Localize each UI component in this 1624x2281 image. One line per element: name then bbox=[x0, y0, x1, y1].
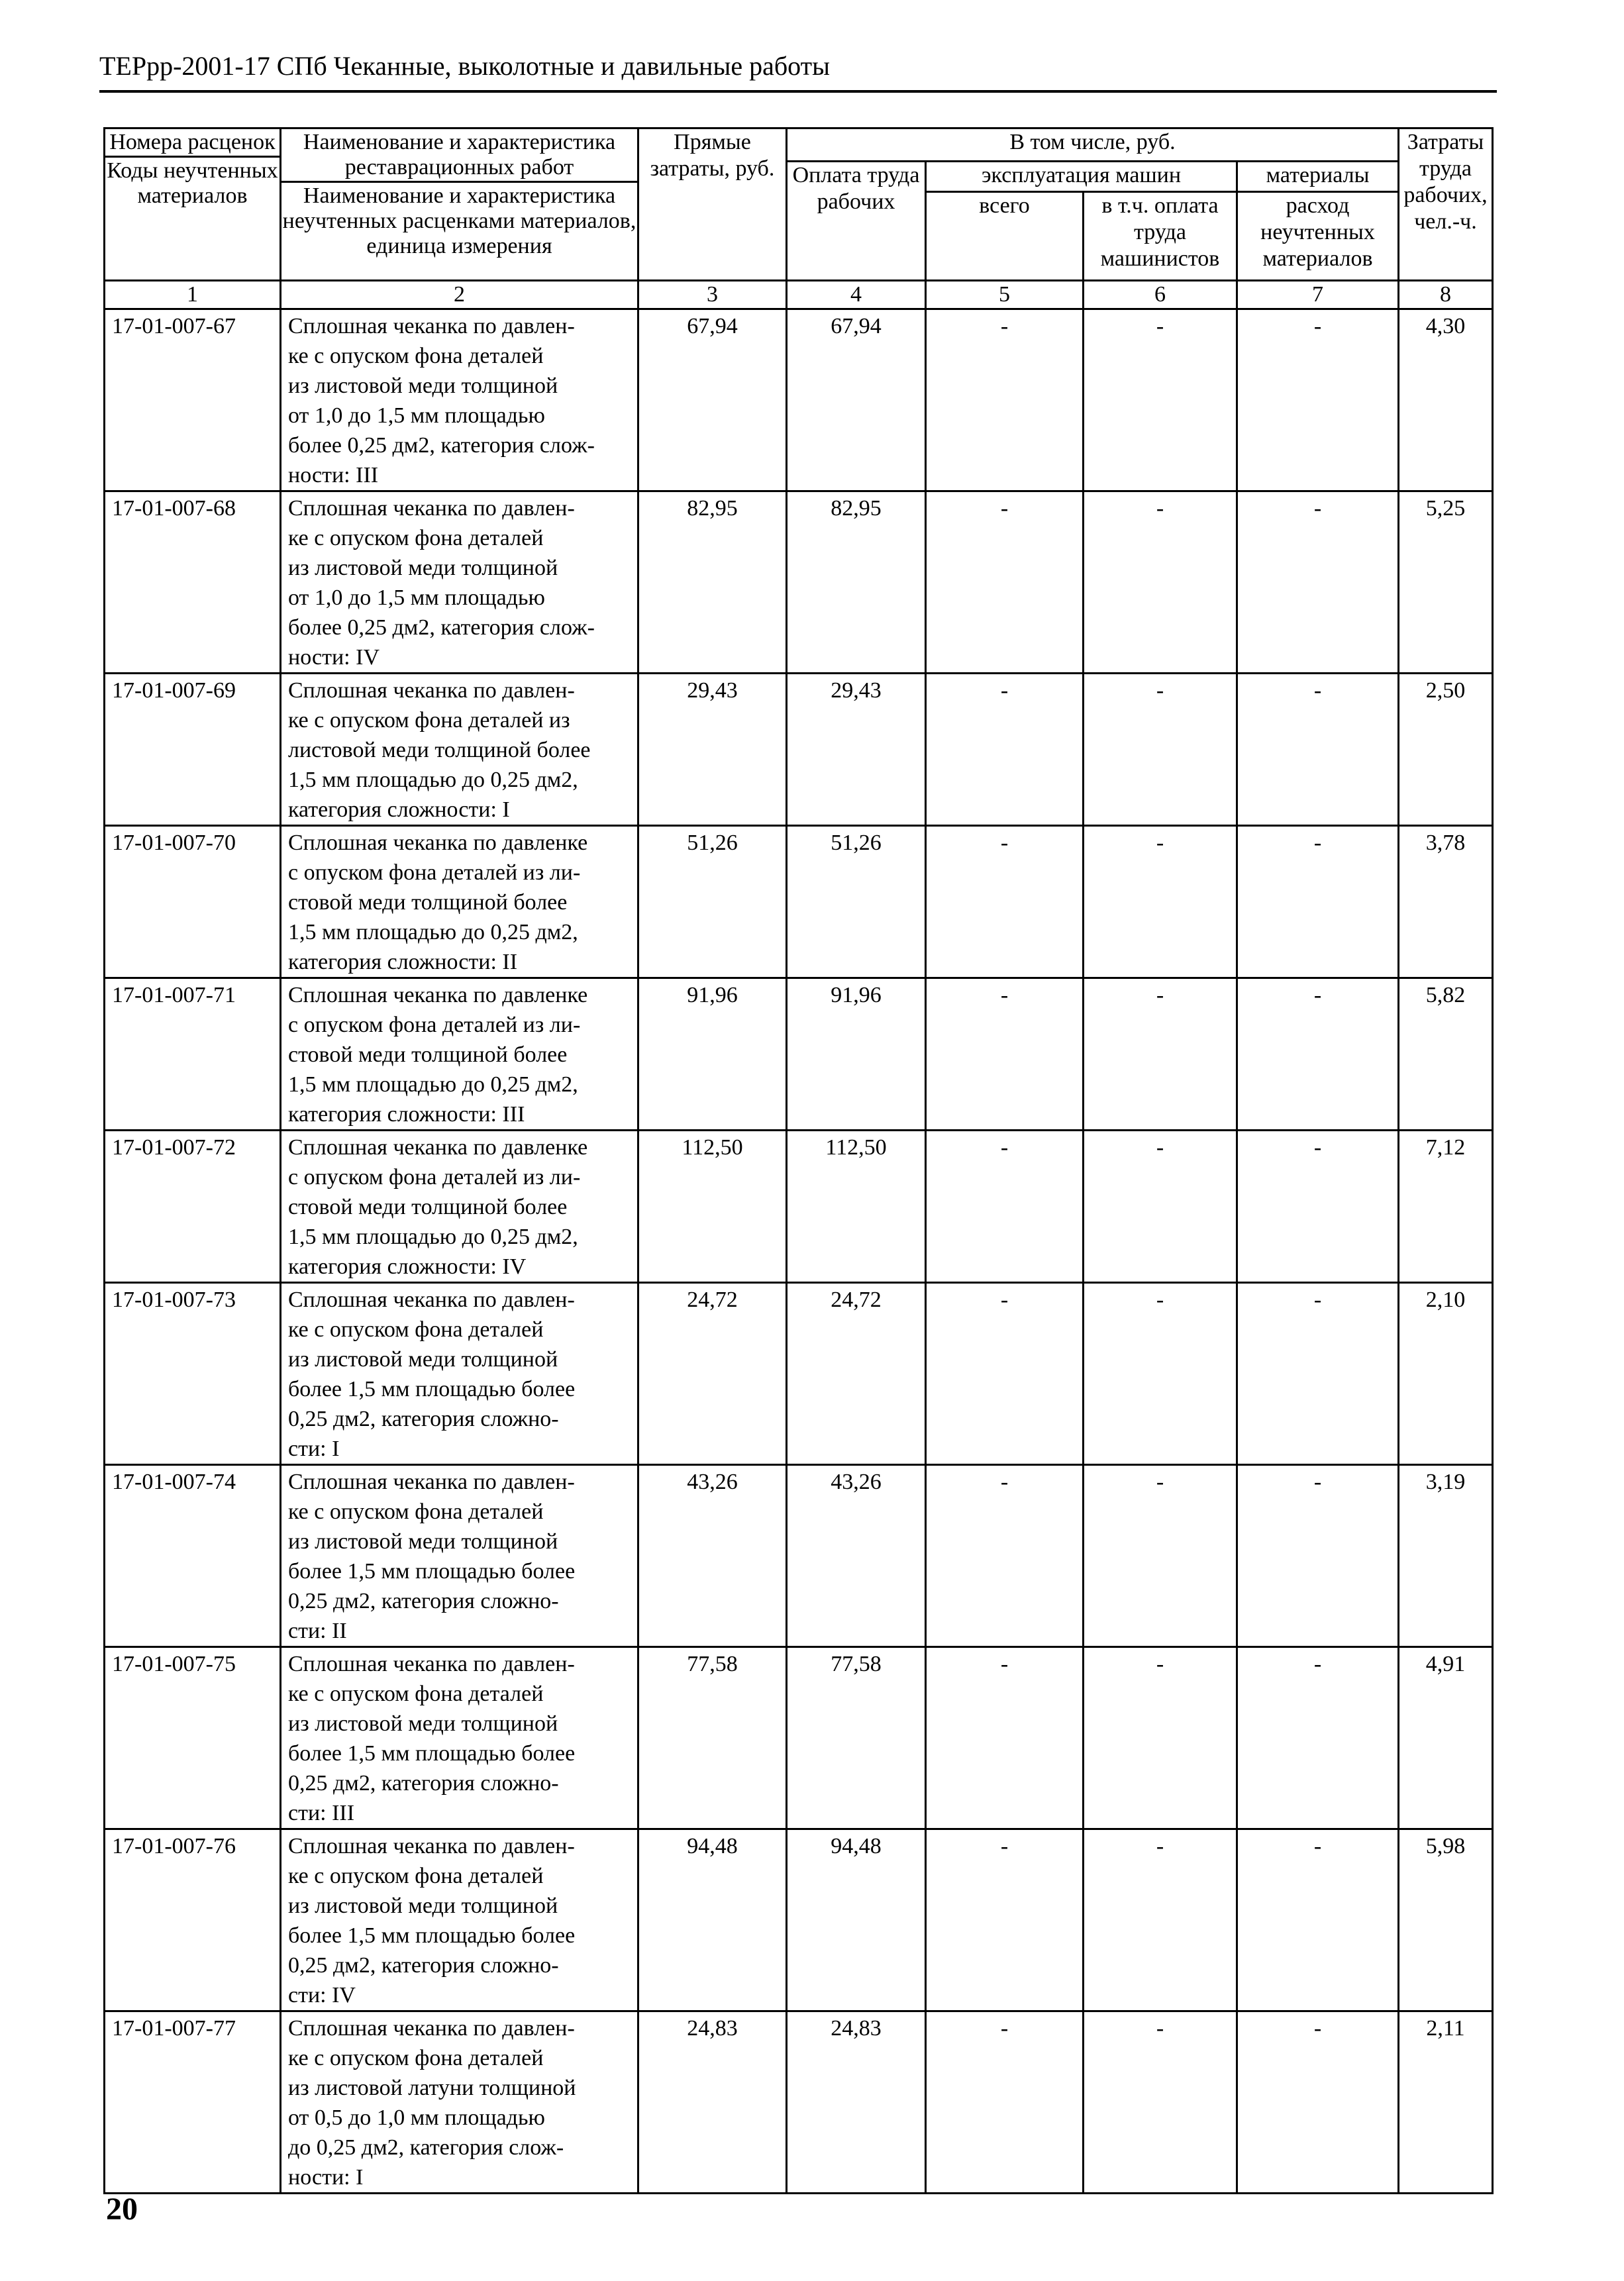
description-line: Сплошная чеканка по давлен- bbox=[288, 1288, 575, 1312]
rate-code: 17-01-007-68 bbox=[105, 491, 281, 674]
header-cell-rate-codes bbox=[105, 128, 281, 281]
worker-pay-value: 29,43 bbox=[787, 674, 926, 826]
header-direct-costs: Прямые затраты, руб. bbox=[638, 128, 787, 281]
operator-pay-value: - bbox=[1084, 674, 1237, 826]
table-row bbox=[105, 1829, 1493, 2011]
operator-pay-value: - bbox=[1084, 1829, 1237, 2011]
machines-total-value: - bbox=[926, 1647, 1084, 1829]
work-description bbox=[281, 1283, 638, 1465]
header-rate-numbers: Номера расценок bbox=[105, 129, 279, 158]
description-line: 1,5 мм площадью до 0,25 дм2, bbox=[288, 920, 578, 944]
description-line: Сплошная чеканка по давленке bbox=[288, 1135, 588, 1160]
labor-hours-value: 4,30 bbox=[1399, 309, 1493, 491]
description-line: сти: I bbox=[288, 1437, 340, 1461]
material-consumption-value: - bbox=[1237, 2011, 1399, 2194]
worker-pay-value: 94,48 bbox=[787, 1829, 926, 2011]
material-consumption-value: - bbox=[1237, 309, 1399, 491]
description-line: ности: III bbox=[288, 463, 379, 487]
rate-code: 17-01-007-74 bbox=[105, 1465, 281, 1647]
rates-table-body bbox=[105, 309, 1493, 2194]
worker-pay-value: 67,94 bbox=[787, 309, 926, 491]
header-worker-pay: Оплата труда рабочих bbox=[787, 162, 926, 281]
direct-costs-value: 94,48 bbox=[638, 1829, 787, 2011]
description-line: ности: IV bbox=[288, 645, 380, 670]
description-line: более 1,5 мм площадью более bbox=[288, 1377, 576, 1401]
work-description bbox=[281, 1647, 638, 1829]
description-line: категория сложности: I bbox=[288, 797, 510, 822]
work-description bbox=[281, 1465, 638, 1647]
machines-total-value: - bbox=[926, 826, 1084, 978]
description-line: Сплошная чеканка по давлен- bbox=[288, 1834, 575, 1858]
operator-pay-value: - bbox=[1084, 1283, 1237, 1465]
description-line: более 0,25 дм2, категория слож- bbox=[288, 433, 595, 458]
description-line: более 0,25 дм2, категория слож- bbox=[288, 615, 595, 640]
direct-costs-value: 24,72 bbox=[638, 1283, 787, 1465]
page-number: 20 bbox=[106, 2192, 138, 2227]
labor-hours-value: 2,50 bbox=[1399, 674, 1493, 826]
rate-code: 17-01-007-77 bbox=[105, 2011, 281, 2194]
table-row bbox=[105, 1131, 1493, 1283]
labor-hours-value: 3,19 bbox=[1399, 1465, 1493, 1647]
description-line: из листовой меди толщиной bbox=[288, 374, 558, 398]
description-line: ке с опуском фона деталей bbox=[288, 1317, 544, 1342]
description-line: из листовой меди толщиной bbox=[288, 556, 558, 580]
operator-pay-value: - bbox=[1084, 2011, 1237, 2194]
material-consumption-value: - bbox=[1237, 1647, 1399, 1829]
description-line: стовой меди толщиной более bbox=[288, 1042, 568, 1067]
labor-hours-value: 2,11 bbox=[1399, 2011, 1493, 2194]
header-labor-hours: Затраты труда рабочих, чел.-ч. bbox=[1399, 128, 1493, 281]
work-description bbox=[281, 978, 638, 1131]
description-line: категория сложности: III bbox=[288, 1102, 525, 1127]
labor-hours-value: 7,12 bbox=[1399, 1131, 1493, 1283]
operator-pay-value: - bbox=[1084, 1131, 1237, 1283]
labor-hours-value: 5,25 bbox=[1399, 491, 1493, 674]
description-line: сти: IV bbox=[288, 1983, 356, 2007]
column-number-row bbox=[105, 281, 1493, 309]
header-materials: материалы bbox=[1237, 162, 1399, 192]
description-line: ке с опуском фона деталей bbox=[288, 2046, 544, 2070]
header-work-description: Наименование и характеристика реставрационных работ bbox=[281, 129, 637, 183]
header-material-consumption: расход неучтенных материалов bbox=[1237, 192, 1399, 281]
table-row bbox=[105, 309, 1493, 491]
direct-costs-value: 82,95 bbox=[638, 491, 787, 674]
machines-total-value: - bbox=[926, 1131, 1084, 1283]
description-line: из листовой меди толщиной bbox=[288, 1711, 558, 1736]
description-line: ке с опуском фона деталей bbox=[288, 1864, 544, 1888]
material-consumption-value: - bbox=[1237, 826, 1399, 978]
header-operator-pay: в т.ч. оплата труда машинистов bbox=[1084, 192, 1237, 281]
worker-pay-value: 43,26 bbox=[787, 1465, 926, 1647]
worker-pay-value: 91,96 bbox=[787, 978, 926, 1131]
material-consumption-value: - bbox=[1237, 1131, 1399, 1283]
direct-costs-value: 77,58 bbox=[638, 1647, 787, 1829]
direct-costs-value: 24,83 bbox=[638, 2011, 787, 2194]
rate-code: 17-01-007-76 bbox=[105, 1829, 281, 2011]
machines-total-value: - bbox=[926, 1829, 1084, 2011]
table-row bbox=[105, 1647, 1493, 1829]
labor-hours-value: 2,10 bbox=[1399, 1283, 1493, 1465]
rate-code: 17-01-007-72 bbox=[105, 1131, 281, 1283]
direct-costs-value: 112,50 bbox=[638, 1131, 787, 1283]
description-line: с опуском фона деталей из ли- bbox=[288, 1013, 581, 1037]
table-row bbox=[105, 491, 1493, 674]
description-line: от 0,5 до 1,0 мм площадью bbox=[288, 2105, 545, 2130]
rate-code: 17-01-007-71 bbox=[105, 978, 281, 1131]
direct-costs-value: 91,96 bbox=[638, 978, 787, 1131]
material-consumption-value: - bbox=[1237, 1829, 1399, 2011]
description-line: Сплошная чеканка по давлен- bbox=[288, 1470, 575, 1494]
rate-code: 17-01-007-70 bbox=[105, 826, 281, 978]
description-line: 1,5 мм площадью до 0,25 дм2, bbox=[288, 1225, 578, 1249]
column-number: 2 bbox=[281, 281, 638, 309]
worker-pay-value: 77,58 bbox=[787, 1647, 926, 1829]
description-line: до 0,25 дм2, категория слож- bbox=[288, 2135, 564, 2160]
description-line: стовой меди толщиной более bbox=[288, 890, 568, 915]
machines-total-value: - bbox=[926, 309, 1084, 491]
description-line: сти: II bbox=[288, 1619, 347, 1643]
header-material-codes: Коды неучтенных материалов bbox=[107, 158, 278, 208]
material-consumption-value: - bbox=[1237, 1283, 1399, 1465]
column-number: 1 bbox=[105, 281, 281, 309]
work-description bbox=[281, 1829, 638, 2011]
description-line: категория сложности: IV bbox=[288, 1254, 527, 1279]
table-row bbox=[105, 1465, 1493, 1647]
description-line: из листовой меди толщиной bbox=[288, 1529, 558, 1554]
description-line: из листовой меди толщиной bbox=[288, 1347, 558, 1372]
description-line: от 1,0 до 1,5 мм площадью bbox=[288, 403, 545, 428]
description-line: 1,5 мм площадью до 0,25 дм2, bbox=[288, 1072, 578, 1097]
description-line: Сплошная чеканка по давлен- bbox=[288, 2016, 575, 2041]
description-line: 0,25 дм2, категория сложно- bbox=[288, 1407, 559, 1431]
description-line: категория сложности: II bbox=[288, 950, 518, 974]
header-cell-description bbox=[281, 128, 638, 281]
description-line: 0,25 дм2, категория сложно- bbox=[288, 1589, 559, 1613]
worker-pay-value: 24,72 bbox=[787, 1283, 926, 1465]
work-description bbox=[281, 491, 638, 674]
description-line: ке с опуском фона деталей из bbox=[288, 708, 570, 733]
header-including-group: В том числе, руб. bbox=[787, 128, 1399, 162]
description-line: из листовой латуни толщиной bbox=[288, 2076, 576, 2100]
material-consumption-value: - bbox=[1237, 1465, 1399, 1647]
rate-code: 17-01-007-75 bbox=[105, 1647, 281, 1829]
work-description bbox=[281, 309, 638, 491]
machines-total-value: - bbox=[926, 491, 1084, 674]
column-number: 6 bbox=[1084, 281, 1237, 309]
work-description bbox=[281, 826, 638, 978]
description-line: ке с опуском фона деталей bbox=[288, 526, 544, 550]
description-line: 1,5 мм площадью до 0,25 дм2, bbox=[288, 768, 578, 792]
machines-total-value: - bbox=[926, 1465, 1084, 1647]
rates-table bbox=[103, 127, 1494, 2194]
worker-pay-value: 82,95 bbox=[787, 491, 926, 674]
direct-costs-value: 51,26 bbox=[638, 826, 787, 978]
operator-pay-value: - bbox=[1084, 826, 1237, 978]
rate-code: 17-01-007-67 bbox=[105, 309, 281, 491]
work-description bbox=[281, 2011, 638, 2194]
description-line: Сплошная чеканка по давлен- bbox=[288, 496, 575, 521]
column-number: 7 bbox=[1237, 281, 1399, 309]
description-line: листовой меди толщиной более bbox=[288, 738, 591, 762]
description-line: Сплошная чеканка по давлен- bbox=[288, 678, 575, 703]
worker-pay-value: 24,83 bbox=[787, 2011, 926, 2194]
worker-pay-value: 51,26 bbox=[787, 826, 926, 978]
direct-costs-value: 43,26 bbox=[638, 1465, 787, 1647]
material-consumption-value: - bbox=[1237, 674, 1399, 826]
description-line: ке с опуском фона деталей bbox=[288, 344, 544, 368]
header-machine-operation: эксплуатация машин bbox=[926, 162, 1237, 192]
description-line: с опуском фона деталей из ли- bbox=[288, 1165, 581, 1190]
column-number: 8 bbox=[1399, 281, 1493, 309]
table-row bbox=[105, 826, 1493, 978]
worker-pay-value: 112,50 bbox=[787, 1131, 926, 1283]
description-line: ке с опуском фона деталей bbox=[288, 1682, 544, 1706]
work-description bbox=[281, 674, 638, 826]
description-line: более 1,5 мм площадью более bbox=[288, 1741, 576, 1766]
column-number: 3 bbox=[638, 281, 787, 309]
labor-hours-value: 3,78 bbox=[1399, 826, 1493, 978]
labor-hours-value: 5,98 bbox=[1399, 1829, 1493, 2011]
direct-costs-value: 29,43 bbox=[638, 674, 787, 826]
column-number: 5 bbox=[926, 281, 1084, 309]
column-number: 4 bbox=[787, 281, 926, 309]
description-line: более 1,5 мм площадью более bbox=[288, 1923, 576, 1948]
description-line: сти: III bbox=[288, 1801, 355, 1825]
header-material-description: Наименование и характеристика неучтенных расценками материалов, единица измерения bbox=[282, 183, 636, 258]
operator-pay-value: - bbox=[1084, 1465, 1237, 1647]
description-line: Сплошная чеканка по давленке bbox=[288, 831, 588, 855]
machines-total-value: - bbox=[926, 674, 1084, 826]
table-row bbox=[105, 674, 1493, 826]
machines-total-value: - bbox=[926, 978, 1084, 1131]
document-header-title: ТЕРрр-2001-17 СПб Чеканные, выколотные и давильные работы bbox=[99, 51, 831, 81]
description-line: Сплошная чеканка по давлен- bbox=[288, 1652, 575, 1676]
description-line: стовой меди толщиной более bbox=[288, 1195, 568, 1219]
labor-hours-value: 5,82 bbox=[1399, 978, 1493, 1131]
description-line: из листовой меди толщиной bbox=[288, 1894, 558, 1918]
description-line: Сплошная чеканка по давлен- bbox=[288, 314, 575, 338]
labor-hours-value: 4,91 bbox=[1399, 1647, 1493, 1829]
operator-pay-value: - bbox=[1084, 978, 1237, 1131]
operator-pay-value: - bbox=[1084, 309, 1237, 491]
description-line: 0,25 дм2, категория сложно- bbox=[288, 1953, 559, 1978]
description-line: ности: I bbox=[288, 2165, 364, 2190]
description-line: 0,25 дм2, категория сложно- bbox=[288, 1771, 559, 1796]
table-row bbox=[105, 1283, 1493, 1465]
table-row bbox=[105, 2011, 1493, 2194]
description-line: с опуском фона деталей из ли- bbox=[288, 860, 581, 885]
header-rule bbox=[99, 90, 1497, 93]
description-line: от 1,0 до 1,5 мм площадью bbox=[288, 585, 545, 610]
operator-pay-value: - bbox=[1084, 491, 1237, 674]
machines-total-value: - bbox=[926, 2011, 1084, 2194]
rate-code: 17-01-007-73 bbox=[105, 1283, 281, 1465]
description-line: ке с опуском фона деталей bbox=[288, 1499, 544, 1524]
material-consumption-value: - bbox=[1237, 978, 1399, 1131]
work-description bbox=[281, 1131, 638, 1283]
table-row bbox=[105, 978, 1493, 1131]
material-consumption-value: - bbox=[1237, 491, 1399, 674]
description-line: более 1,5 мм площадью более bbox=[288, 1559, 576, 1584]
operator-pay-value: - bbox=[1084, 1647, 1237, 1829]
description-line: Сплошная чеканка по давленке bbox=[288, 983, 588, 1007]
direct-costs-value: 67,94 bbox=[638, 309, 787, 491]
header-machines-total: всего bbox=[926, 192, 1084, 281]
rate-code: 17-01-007-69 bbox=[105, 674, 281, 826]
machines-total-value: - bbox=[926, 1283, 1084, 1465]
